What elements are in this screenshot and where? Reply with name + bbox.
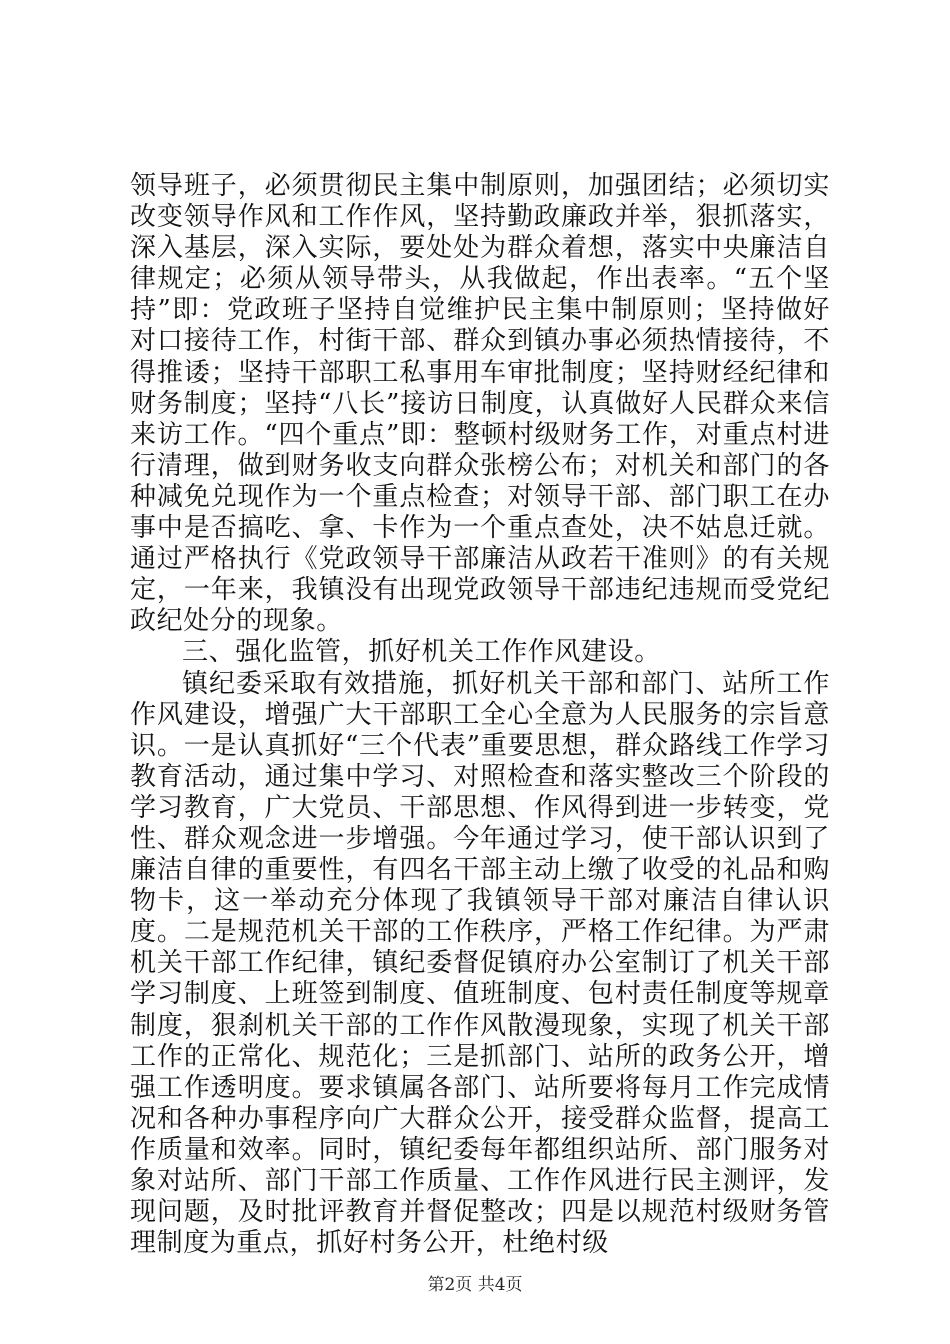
- paragraph-1: 领导班子，必须贯彻民主集中制原则，加强团结；必须切实改变领导作风和工作作风，坚持勤政廉政并举，狠抓落实，深入基层，深入实际，要处处为群众着想，落实中央廉洁自律规定；必须从领导带头，从我做起，作出表率。“五个坚持”即：党政班子坚持自觉维护民主集中制原则；坚持做好对口接待工作，村街干部、群众到镇办事必须热情接待，不得推诿；坚持干部职工私事用车审批制度；坚持财经纪律和财务制度；坚持“八长”接访日制度，认真做好人民群众来信来访工作。“四个重点”即：整顿村级财务工作，对重点村进行清理，做到财务收支向群众张榜公布；对机关和部门的各种减免兑现作为一个重点检查；对领导干部、部门职工在办事中是否搞吃、拿、卡作为一个重点查处，决不姑息迁就。通过严格执行《党政领导干部廉洁从政若干准则》的有关规定，一年来，我镇没有出现党政领导干部违纪违规而受党纪政纪处分的现象。: [130, 171, 830, 637]
- paragraph-3: 镇纪委采取有效措施，抓好机关干部和部门、站所工作作风建设，增强广大干部职工全心全意为人民服务的宗旨意识。一是认真抓好“三个代表”重要思想，群众路线工作学习教育活动，通过集中学习、对照检查和落实整改三个阶段的学习教育，广大党员、干部思想、作风得到进一步转变，党性、群众观念进一步增强。今年通过学习，使干部认识到了廉洁自律的重要性，有四名干部主动上缴了收受的礼品和购物卡，这一举动充分体现了我镇领导干部对廉洁自律认识度。二是规范机关干部的工作秩序，严格工作纪律。为严肃机关干部工作纪律，镇纪委督促镇府办公室制订了机关干部学习制度、上班签到制度、值班制度、包村责任制度等规章制度，狠刹机关干部的工作作风散漫现象，实现了机关干部工作的正常化、规范化；三是抓部门、站所的政务公开，增强工作透明度。要求镇属各部门、站所要将每月工作完成情况和各种办事程序向广大群众公开，接受群众监督，提高工作质量和效率。同时，镇纪委每年都组织站所、部门服务对象对站所、部门干部工作质量、工作作风进行民主测评，发现问题，及时批评教育并督促整改；四是以规范村级财务管理制度为重点，抓好村务公开，杜绝村级: [130, 668, 830, 1259]
- section-heading-3: 三、强化监管，抓好机关工作作风建设。: [182, 637, 661, 668]
- page-number-footer: 第2页 共4页: [427, 1275, 523, 1295]
- body-text: [130, 171, 830, 1259]
